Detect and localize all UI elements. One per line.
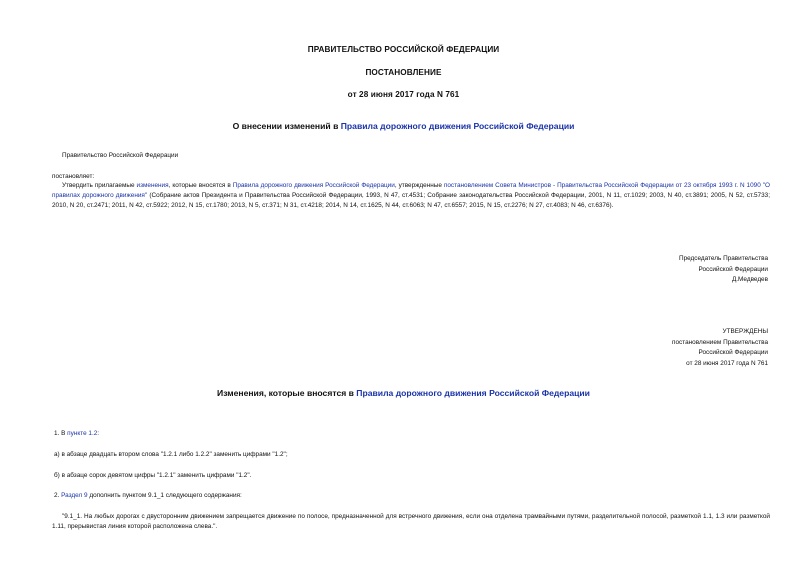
decree-text-4: (Собрание актов Президента и Правительства Российской Федерации, 1993, N 47, ст.4531; Собрание законодательства Российской Федерации, 2001, N 11, ст.1029; 2003, N 40, ст.3891; 2005, N 52, ст.5733; 2010, N 20, ст.2471; 2011, N 42, ст.5922; 2012, N 15, ст.1780; 2013, N 5, ст.371; N 31, ст.4218; 2014, N 14, ст.1625, N 44, ст.6063; N 47, ст.6557; 2015, N 15, ст.2276; N 27, ст.4083; N 46, ст.6376). <box>52 191 770 209</box>
government-heading: ПРАВИТЕЛЬСТВО РОССИЙСКОЙ ФЕДЕРАЦИИ <box>307 45 500 54</box>
item-1-prefix: 1. В <box>54 430 68 437</box>
decree-paragraph <box>52 181 770 210</box>
rules-link-2[interactable]: Правила дорожного движения Российской Федерации <box>232 182 395 189</box>
item-1 <box>54 429 99 439</box>
approval-date: от 28 июня 2017 года N 761 <box>686 359 768 367</box>
preamble-subject: Правительство Российской Федерации <box>62 152 179 159</box>
document-title <box>0 121 807 131</box>
resolution-1090-link[interactable]: постановлением Совета Министров - Правительства Российской Федерации от 23 октября 1993 г. N 1090 "О правилах дорожного движения" <box>52 182 770 199</box>
changes-title-prefix: Изменения, которые вносятся в <box>217 388 357 398</box>
decree-text-1: Утвердить прилагаемые <box>62 182 137 189</box>
decree-text-3: , утвержденные <box>394 182 444 189</box>
item-2-prefix: 2. <box>54 492 62 499</box>
approval-country: Российской Федерации <box>698 349 768 357</box>
signature-country: Российской Федерации <box>698 265 768 273</box>
title-prefix: О внесении изменений в <box>232 121 341 131</box>
approval-heading: УТВЕРЖДЕНЫ <box>722 328 768 335</box>
item-1b: б) в абзаце сорок девятом цифры "1.2.1" заменить цифрами "1.2". <box>54 472 252 479</box>
changes-link[interactable]: изменения <box>136 182 169 189</box>
item-1-suffix: : <box>97 430 100 437</box>
item-1a: а) в абзаце двадцать втором слова "1.2.1 либо 1.2.2" заменить цифрами "1.2"; <box>54 451 288 458</box>
rules-link[interactable]: Правила дорожного движения Российской Федерации <box>340 121 575 131</box>
date-number-heading: от 28 июня 2017 года N 761 <box>347 90 460 99</box>
item-2-suffix: дополнить пунктом 9.1_1 следующего содержания: <box>87 492 242 499</box>
item-2 <box>54 491 242 501</box>
clause-1-2-link[interactable]: пункте 1.2 <box>67 430 98 437</box>
signature-position: Председатель Правительства <box>679 255 768 262</box>
section-9-link[interactable]: Раздел 9 <box>61 492 88 499</box>
preamble-verb: постановляет: <box>52 173 95 180</box>
rules-link-3[interactable]: Правила дорожного движения Российской Федерации <box>356 388 590 398</box>
doc-type-heading: ПОСТАНОВЛЕНИЕ <box>365 68 442 77</box>
changes-title <box>0 388 807 398</box>
decree-text-2: , которые вносятся в <box>168 182 233 189</box>
approval-block <box>672 327 768 369</box>
item-2-quote: "9.1_1. На любых дорогах с двусторонним движением запрещается движение по полосе, предназначенной для встречного движения, если она отделена трамвайными путями, разделительной полосой, разметкой 1.1, 1.3 или разметкой 1.11, прерывистая линия которой расположена слева.". <box>52 513 770 530</box>
approval-by: постановлением Правительства <box>672 338 768 346</box>
signature-name: Д.Медведев <box>731 276 768 284</box>
signature-block <box>679 254 768 286</box>
